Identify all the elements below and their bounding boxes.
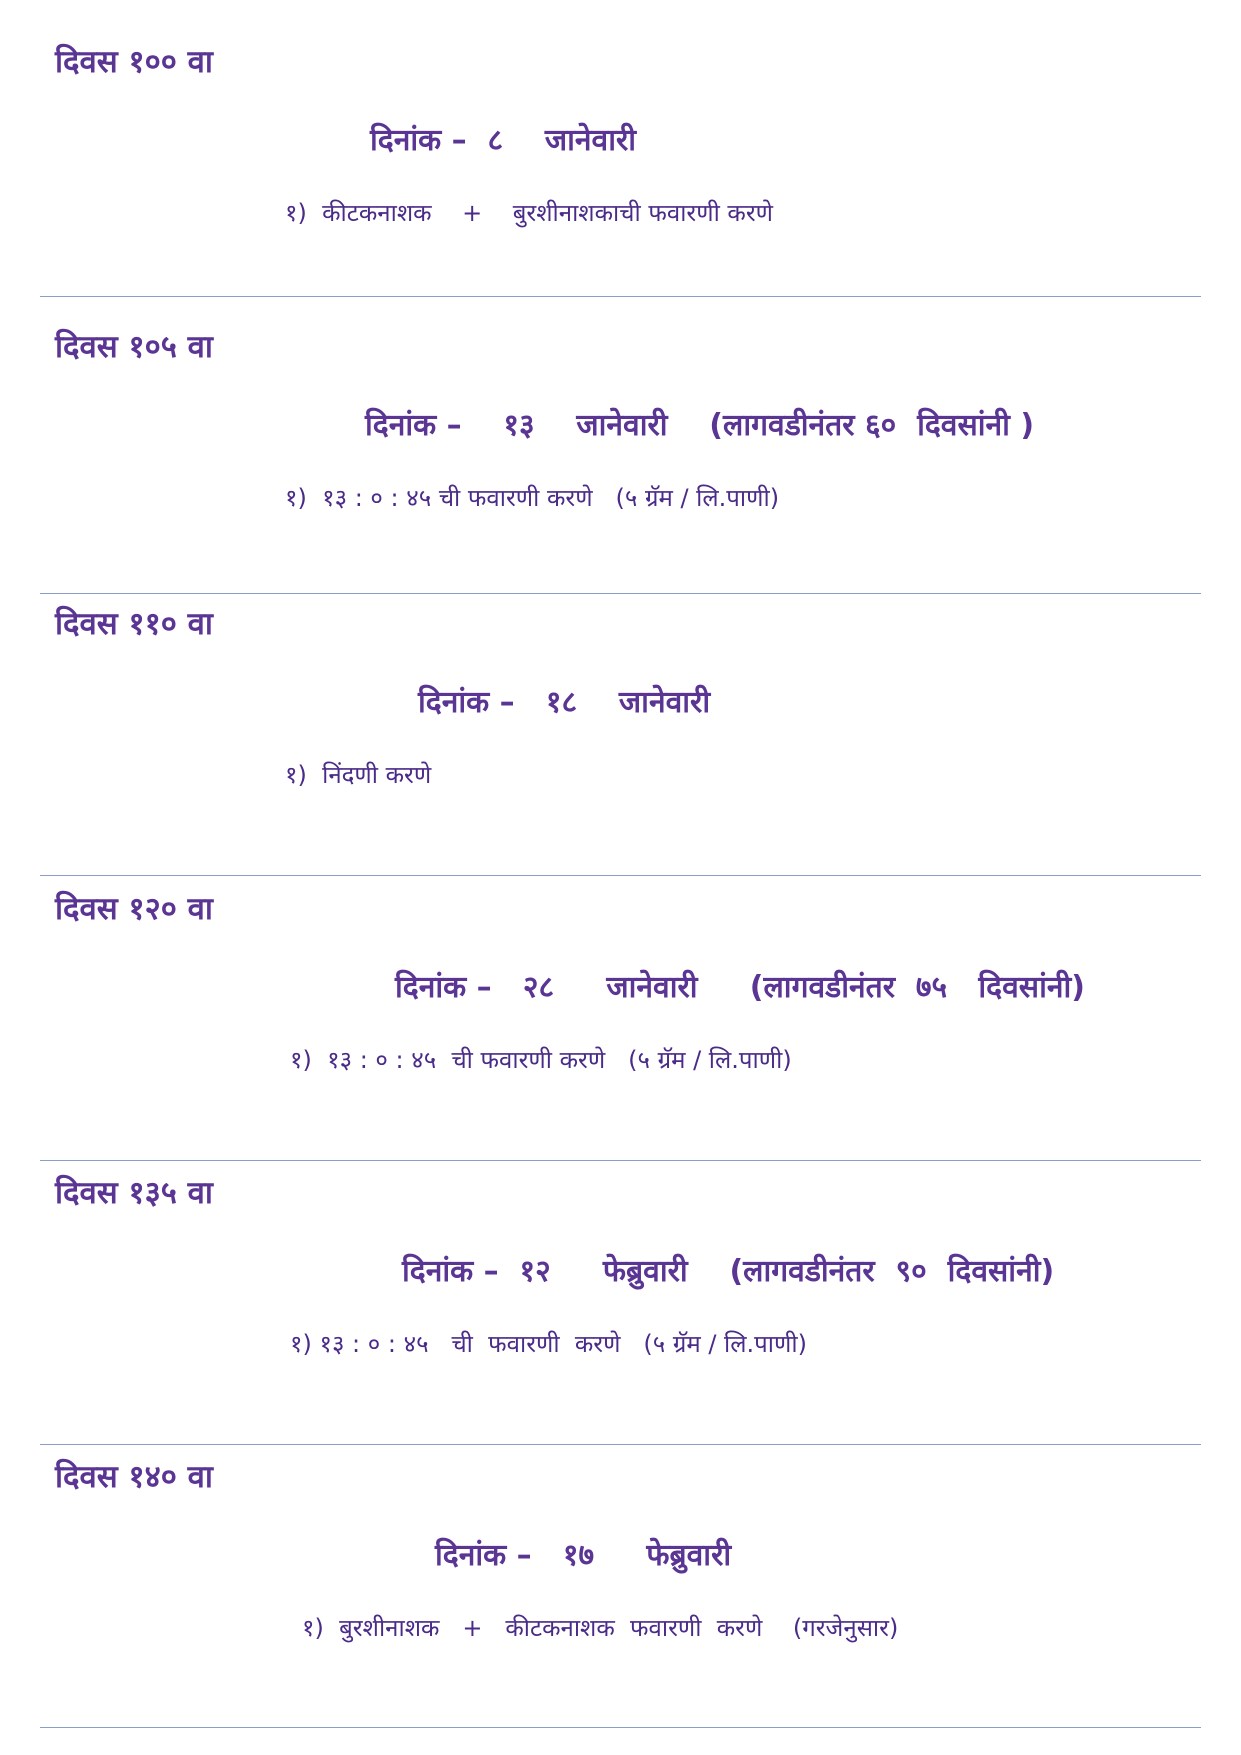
section-divider (40, 1727, 1201, 1728)
day-section (0, 0, 1241, 285)
date-line: दिनांक – २८ जानेवारी (लागवडीनंतर ७५ दिवसांनी) (395, 970, 1085, 1005)
day-title: दिवस ११० वा (55, 606, 213, 642)
task-line: १) निंदणी करणे (285, 761, 432, 789)
task-line: १) कीटकनाशक + बुरशीनाशकाची फवारणी करणे (285, 199, 774, 227)
day-title: दिवस १०० वा (55, 44, 213, 80)
day-section (0, 1415, 1241, 1700)
day-section (0, 285, 1241, 570)
day-section (0, 847, 1241, 1132)
date-line: दिनांक – ८ जानेवारी (370, 123, 637, 158)
day-title: दिवस १३५ वा (55, 1175, 213, 1211)
date-line: दिनांक – १२ फेब्रुवारी (लागवडीनंतर ९० दिवसांनी) (402, 1254, 1055, 1289)
day-section (0, 1131, 1241, 1416)
task-line: १) १३ : ० : ४५ ची फवारणी करणे (५ ग्रॅम / लि.पाणी) (290, 1330, 807, 1358)
date-line: दिनांक – १३ जानेवारी (लागवडीनंतर ६० दिवसांनी ) (365, 408, 1035, 443)
day-title: दिवस १०५ वा (55, 329, 213, 365)
date-line: दिनांक – १८ जानेवारी (418, 685, 711, 720)
day-section (0, 562, 1241, 847)
date-line: दिनांक – १७ फेब्रुवारी (435, 1538, 732, 1573)
day-title: दिवस १४० वा (55, 1459, 213, 1495)
task-line: १) १३ : ० : ४५ ची फवारणी करणे (५ ग्रॅम / लि.पाणी) (290, 1046, 792, 1074)
task-line: १) बुरशीनाशक + कीटकनाशक फवारणी करणे (गरजेनुसार) (302, 1614, 899, 1642)
task-line: १) १३ : ० : ४५ ची फवारणी करणे (५ ग्रॅम / लि.पाणी) (285, 484, 780, 512)
day-title: दिवस १२० वा (55, 891, 213, 927)
